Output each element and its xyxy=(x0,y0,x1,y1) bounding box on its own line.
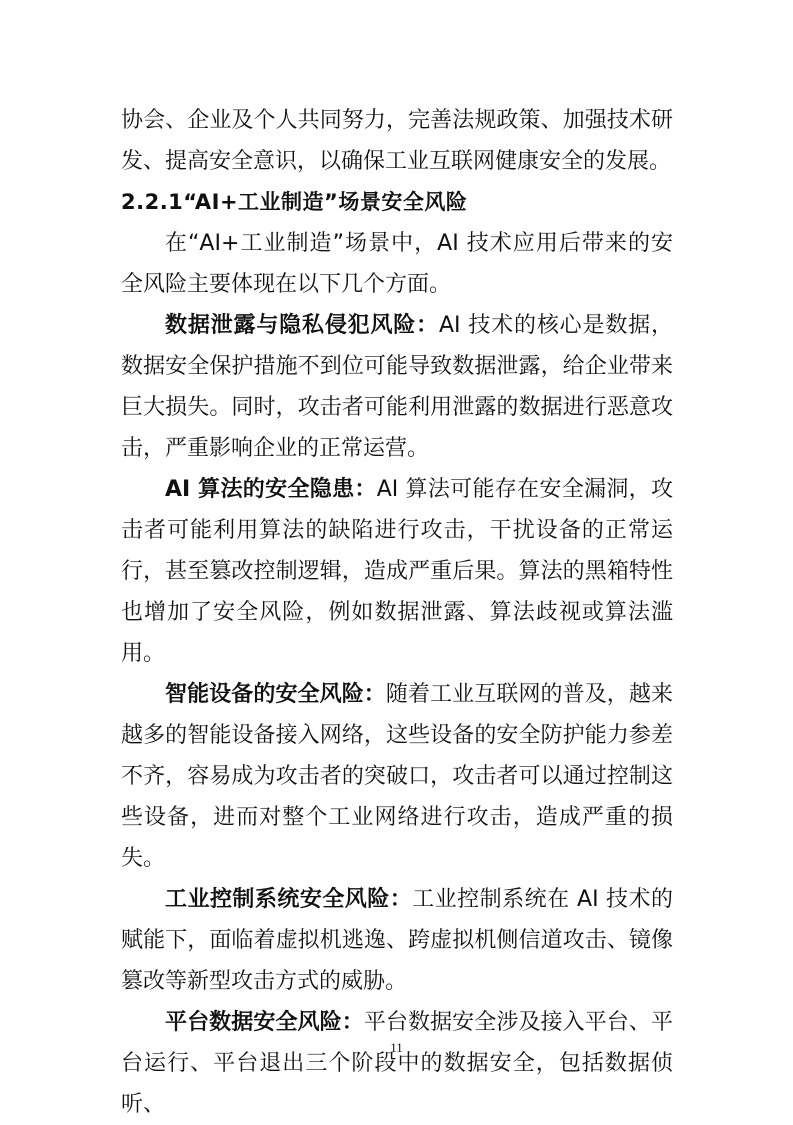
risk-title: 智能设备的安全风险： xyxy=(165,682,386,707)
risk-paragraph-algorithm xyxy=(121,469,673,674)
risk-paragraph-ics xyxy=(121,879,673,1002)
risk-text: AI 算法可能存在安全漏洞，攻击者可能利用算法的缺陷进行攻击，干扰设备的正常运行，甚至篡改控制逻辑，造成严重后果。算法的黑箱特性也增加了安全风险，例如数据泄露、算法歧视或算法滥用。 xyxy=(121,477,673,666)
risk-paragraph-smart-devices xyxy=(121,674,673,879)
risk-text: 随着工业互联网的普及，越来越多的智能设备接入网络，这些设备的安全防护能力参差不齐，容易成为攻击者的突破口，攻击者可以通过控制这些设备，进而对整个工业网络进行攻击，造成严重的损失。 xyxy=(121,682,673,871)
risk-title: 工业控制系统安全风险： xyxy=(165,887,413,912)
risk-title: 平台数据安全风险： xyxy=(165,1010,364,1035)
risk-text: 平台数据安全涉及接入平台、平台运行、平台退出三个阶段中的数据安全，包括数据侦听、 xyxy=(121,1010,673,1117)
risk-text: AI 技术的核心是数据，数据安全保护措施不到位可能导致数据泄露，给企业带来巨大损失。同时，攻击者可能利用泄露的数据进行恶意攻击，严重影响企业的正常运营。 xyxy=(121,313,673,461)
risk-text: 工业控制系统在 AI 技术的赋能下，面临着虚拟机逃逸、跨虚拟机侧信道攻击、镜像篡改等新型攻击方式的威胁。 xyxy=(121,887,673,994)
intro-paragraph: 在“AI+工业制造”场景中，AI 技术应用后带来的安全风险主要体现在以下几个方面。 xyxy=(121,231,673,297)
section-heading: 2.2.1“AI+工业制造”场景安全风险 xyxy=(121,190,468,214)
page-body xyxy=(121,100,673,1125)
continuation-paragraph: 协会、企业及个人共同努力，完善法规政策、加强技术研发、提高安全意识，以确保工业互联网健康安全的发展。 xyxy=(121,108,673,174)
risk-paragraph-data-leak xyxy=(121,305,673,469)
risk-paragraph-platform-data xyxy=(121,1002,673,1125)
risk-title: 数据泄露与隐私侵犯风险： xyxy=(165,313,439,338)
risk-title: AI 算法的安全隐患： xyxy=(165,477,377,502)
page-number: 11 xyxy=(390,1040,403,1055)
